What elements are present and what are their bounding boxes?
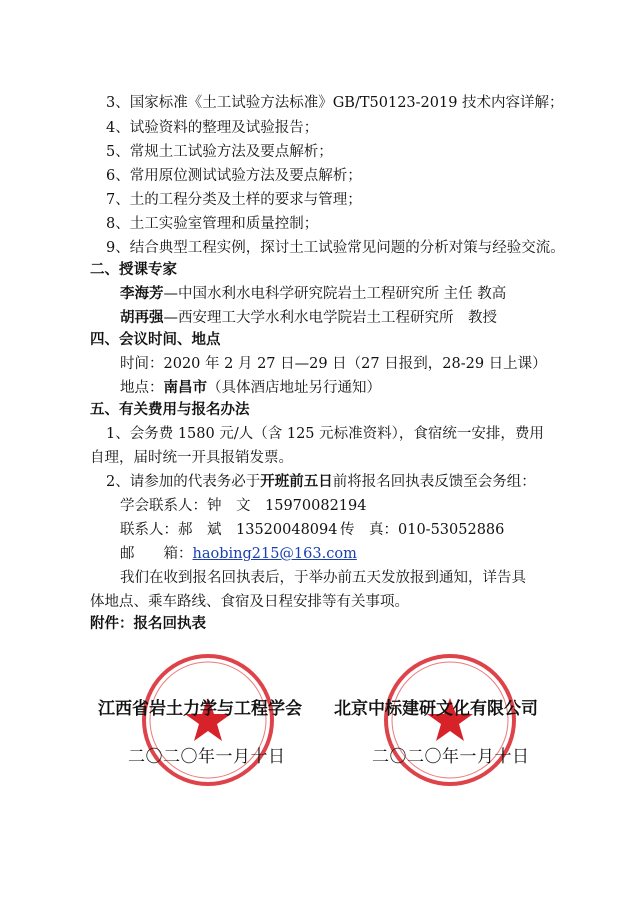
signature-org-right: 北京中标建研文化有限公司	[334, 699, 538, 719]
seal-right-stamp	[380, 650, 520, 790]
list-item-3: 3、国家标准《土工试验方法标准》GB/T50123-2019 技术内容详解；	[106, 95, 564, 111]
place-note: （具体酒店地址另行通知）	[207, 380, 381, 396]
registration-prefix: 2、请参加的代表务必于	[106, 474, 261, 490]
list-item-9: 9、结合典型工程实例，探讨土工试验常见问题的分析对策与经验交流。	[106, 240, 565, 256]
expert-2	[120, 308, 497, 328]
note-line-2: 体地点、乘车路线、食宿及日程安排等有关事项。	[90, 594, 409, 610]
place-label: 地点：	[120, 380, 164, 396]
contact-society: 学会联系人：钟 文 15970082194	[120, 498, 367, 514]
expert-2-name: 胡再强	[120, 309, 164, 326]
list-item-5: 5、常规土工试验方法及要点解析；	[106, 144, 333, 160]
fee-line-1: 1、会务费 1580 元/人（含 125 元标准资料），食宿统一安排，费用	[106, 426, 544, 442]
expert-1-affiliation: —中国水利水电科学研究院岩土工程研究所 主任 教高	[163, 286, 507, 302]
seal-left-stamp	[138, 650, 278, 790]
registration-line	[106, 472, 536, 492]
expert-1-name: 李海芳	[120, 285, 164, 302]
time-value: 2020 年 2 月 27 日—29 日（27 日报到，28-29 日上课）	[163, 356, 547, 372]
email-line	[120, 544, 357, 564]
time-label: 时间：	[120, 356, 164, 372]
contact-person: 联系人：郝 斌 13520048094	[120, 522, 338, 538]
list-item-7: 7、土的工程分类及土样的要求与管理；	[106, 192, 362, 208]
list-item-4: 4、试验资料的整理及试验报告；	[106, 120, 319, 136]
expert-1	[120, 284, 506, 304]
section-heading-time-place: 四、会议时间、地点	[90, 331, 221, 348]
registration-deadline: 开班前五日	[260, 473, 333, 490]
meeting-time	[120, 354, 547, 374]
list-item-6: 6、常用原位测试试验方法及要点解析；	[106, 168, 362, 184]
expert-2-affiliation: —西安理工大学水利水电学院岩土工程研究所 教授	[163, 310, 497, 326]
registration-suffix: 前将报名回执表反馈至会务组：	[332, 474, 536, 490]
section-heading-experts: 二、授课专家	[90, 261, 177, 278]
list-item-8: 8、土工实验室管理和质量控制；	[106, 216, 319, 232]
fee-line-2: 自理，届时统一开具报销发票。	[90, 450, 293, 466]
note-line-1: 我们在收到报名回执表后，于举办前五天发放报到通知，详告具	[120, 570, 526, 586]
place-city: 南昌市	[163, 379, 207, 396]
email-label: 邮 箱：	[120, 546, 193, 562]
section-heading-fees: 五、有关费用与报名办法	[90, 401, 250, 418]
attachment-line: 附件：报名回执表	[90, 615, 206, 632]
signature-date-left: 二〇二〇年一月十日	[128, 747, 286, 767]
signature-org-left: 江西省岩土力学与工程学会	[98, 699, 302, 719]
meeting-place	[120, 378, 381, 398]
signature-date-right: 二〇二〇年一月十日	[372, 747, 530, 767]
fax-number: 传 真：010-53052886	[340, 522, 505, 538]
email-link[interactable]: haobing215@163.com	[192, 546, 357, 562]
